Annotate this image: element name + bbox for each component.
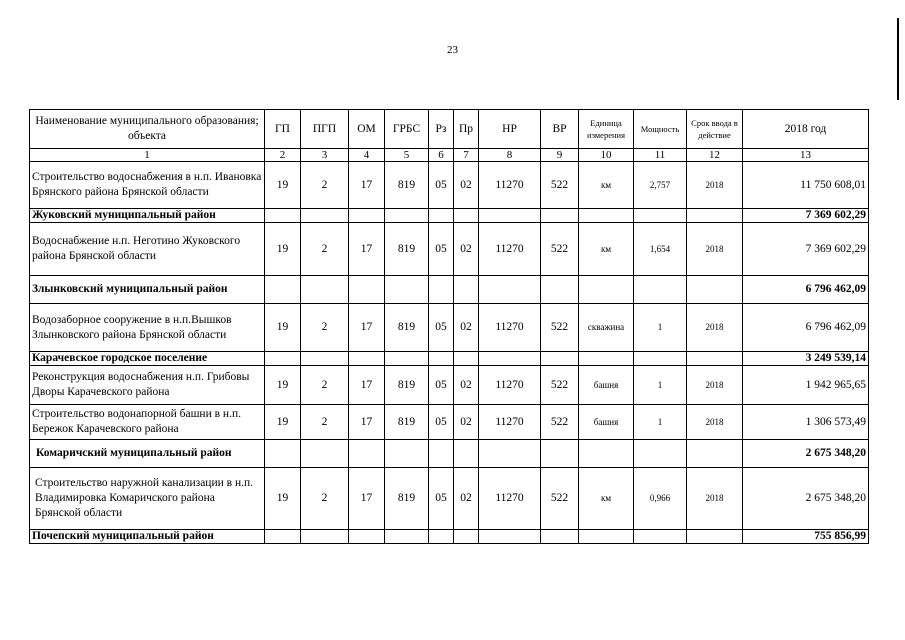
- empty-cell: [429, 352, 454, 366]
- empty-cell: [301, 276, 349, 304]
- header-nr: НР: [479, 110, 541, 149]
- cell-power: 1: [634, 405, 687, 440]
- empty-cell: [349, 209, 385, 223]
- empty-cell: [301, 209, 349, 223]
- district-amount: 2 675 348,20: [743, 440, 869, 468]
- district-name: Комаричский муниципальный район: [30, 440, 265, 468]
- cell-rz: 05: [429, 223, 454, 276]
- column-number: 4: [349, 149, 385, 162]
- cell-rz: 05: [429, 162, 454, 209]
- empty-cell: [634, 209, 687, 223]
- cell-amount: 1 942 965,65: [743, 366, 869, 405]
- cell-amount: 2 675 348,20: [743, 468, 869, 530]
- empty-cell: [349, 440, 385, 468]
- cell-unit: км: [579, 468, 634, 530]
- empty-cell: [541, 530, 579, 544]
- cell-vr: 522: [541, 223, 579, 276]
- empty-cell: [579, 276, 634, 304]
- cell-om: 17: [349, 223, 385, 276]
- cell-unit: башня: [579, 405, 634, 440]
- cell-om: 17: [349, 468, 385, 530]
- empty-cell: [385, 440, 429, 468]
- empty-cell: [479, 530, 541, 544]
- district-amount: 6 796 462,09: [743, 276, 869, 304]
- empty-cell: [634, 530, 687, 544]
- empty-cell: [301, 352, 349, 366]
- district-row: [30, 352, 869, 366]
- empty-cell: [454, 209, 479, 223]
- header-gp: ГП: [265, 110, 301, 149]
- empty-cell: [541, 352, 579, 366]
- header-om: ОМ: [349, 110, 385, 149]
- cell-term: 2018: [687, 468, 743, 530]
- empty-cell: [579, 209, 634, 223]
- empty-cell: [265, 440, 301, 468]
- empty-cell: [454, 276, 479, 304]
- empty-cell: [349, 276, 385, 304]
- project-row: [30, 366, 869, 405]
- project-name: Реконструкция водоснабжения н.п. Грибовы Дворы Карачевского района: [30, 366, 265, 405]
- cell-term: 2018: [687, 223, 743, 276]
- column-number-row: [30, 149, 869, 162]
- header-power: Мощность: [634, 110, 687, 149]
- project-row: [30, 468, 869, 530]
- cell-pgp: 2: [301, 223, 349, 276]
- header-name: Наименование муниципального образования; объекта: [30, 110, 265, 149]
- cell-pgp: 2: [301, 468, 349, 530]
- empty-cell: [385, 352, 429, 366]
- column-number: 7: [454, 149, 479, 162]
- empty-cell: [265, 209, 301, 223]
- cell-om: 17: [349, 366, 385, 405]
- district-name: Злынковский муниципальный район: [30, 276, 265, 304]
- cell-unit: км: [579, 223, 634, 276]
- cell-nr: 11270: [479, 366, 541, 405]
- header-rz: Рз: [429, 110, 454, 149]
- empty-cell: [687, 209, 743, 223]
- empty-cell: [349, 530, 385, 544]
- empty-cell: [579, 352, 634, 366]
- column-number: 8: [479, 149, 541, 162]
- empty-cell: [479, 276, 541, 304]
- district-amount: 7 369 602,29: [743, 209, 869, 223]
- district-amount: 3 249 539,14: [743, 352, 869, 366]
- column-number: 10: [579, 149, 634, 162]
- margin-rule: [897, 18, 899, 100]
- cell-pgp: 2: [301, 405, 349, 440]
- cell-rz: 05: [429, 468, 454, 530]
- cell-rz: 05: [429, 366, 454, 405]
- empty-cell: [479, 352, 541, 366]
- column-number: 9: [541, 149, 579, 162]
- cell-grbs: 819: [385, 366, 429, 405]
- empty-cell: [634, 276, 687, 304]
- district-row: [30, 209, 869, 223]
- cell-amount: 6 796 462,09: [743, 304, 869, 352]
- header-pgp: ПГП: [301, 110, 349, 149]
- cell-power: 1,654: [634, 223, 687, 276]
- page-number: 23: [447, 44, 458, 56]
- empty-cell: [385, 530, 429, 544]
- empty-cell: [265, 276, 301, 304]
- cell-unit: скважина: [579, 304, 634, 352]
- empty-cell: [429, 276, 454, 304]
- project-name: Строительство наружной канализации в н.п. Владимировка Комаричского района Брянской области: [30, 468, 265, 530]
- project-name: Строительство водонапорной башни в н.п. Бережок Карачевского района: [30, 405, 265, 440]
- header-grbs: ГРБС: [385, 110, 429, 149]
- column-number: 3: [301, 149, 349, 162]
- empty-cell: [429, 440, 454, 468]
- empty-cell: [349, 352, 385, 366]
- cell-om: 17: [349, 162, 385, 209]
- empty-cell: [265, 352, 301, 366]
- project-row: [30, 162, 869, 209]
- column-number: 13: [743, 149, 869, 162]
- empty-cell: [301, 440, 349, 468]
- empty-cell: [541, 209, 579, 223]
- district-row: [30, 440, 869, 468]
- empty-cell: [385, 209, 429, 223]
- project-row: [30, 304, 869, 352]
- empty-cell: [429, 209, 454, 223]
- cell-amount: 11 750 608,01: [743, 162, 869, 209]
- district-amount: 755 856,99: [743, 530, 869, 544]
- cell-rz: 05: [429, 304, 454, 352]
- cell-power: 0,966: [634, 468, 687, 530]
- cell-amount: 1 306 573,49: [743, 405, 869, 440]
- header-year: 2018 год: [743, 110, 869, 149]
- empty-cell: [687, 276, 743, 304]
- cell-pr: 02: [454, 304, 479, 352]
- project-row: [30, 405, 869, 440]
- empty-cell: [634, 440, 687, 468]
- district-row: [30, 530, 869, 544]
- cell-vr: 522: [541, 405, 579, 440]
- cell-unit: башня: [579, 366, 634, 405]
- cell-vr: 522: [541, 468, 579, 530]
- empty-cell: [385, 276, 429, 304]
- cell-term: 2018: [687, 162, 743, 209]
- cell-gp: 19: [265, 405, 301, 440]
- empty-cell: [265, 530, 301, 544]
- cell-nr: 11270: [479, 468, 541, 530]
- cell-grbs: 819: [385, 468, 429, 530]
- cell-vr: 522: [541, 162, 579, 209]
- cell-om: 17: [349, 304, 385, 352]
- cell-amount: 7 369 602,29: [743, 223, 869, 276]
- empty-cell: [687, 530, 743, 544]
- cell-rz: 05: [429, 405, 454, 440]
- empty-cell: [634, 352, 687, 366]
- header-pr: Пр: [454, 110, 479, 149]
- table-header-row: [30, 110, 869, 149]
- cell-grbs: 819: [385, 405, 429, 440]
- cell-pr: 02: [454, 405, 479, 440]
- empty-cell: [301, 530, 349, 544]
- header-unit: Единица измерения: [579, 110, 634, 149]
- cell-nr: 11270: [479, 304, 541, 352]
- header-vr: ВР: [541, 110, 579, 149]
- header-term: Срок ввода в действие: [687, 110, 743, 149]
- cell-gp: 19: [265, 223, 301, 276]
- empty-cell: [541, 440, 579, 468]
- empty-cell: [579, 530, 634, 544]
- cell-grbs: 819: [385, 304, 429, 352]
- empty-cell: [454, 440, 479, 468]
- district-name: Карачевское городское поселение: [30, 352, 265, 366]
- empty-cell: [687, 352, 743, 366]
- cell-pgp: 2: [301, 162, 349, 209]
- cell-gp: 19: [265, 468, 301, 530]
- column-number: 5: [385, 149, 429, 162]
- cell-vr: 522: [541, 304, 579, 352]
- column-number: 11: [634, 149, 687, 162]
- cell-power: 1: [634, 304, 687, 352]
- column-number: 2: [265, 149, 301, 162]
- cell-grbs: 819: [385, 162, 429, 209]
- cell-power: 2,757: [634, 162, 687, 209]
- project-name: Водоснабжение н.п. Неготино Жуковского района Брянской области: [30, 223, 265, 276]
- empty-cell: [541, 276, 579, 304]
- column-number: 1: [30, 149, 265, 162]
- budget-table: [29, 109, 869, 544]
- empty-cell: [479, 209, 541, 223]
- cell-term: 2018: [687, 366, 743, 405]
- empty-cell: [479, 440, 541, 468]
- empty-cell: [429, 530, 454, 544]
- cell-nr: 11270: [479, 162, 541, 209]
- project-name: Строительство водоснабжения в н.п. Ивановка Брянского района Брянской области: [30, 162, 265, 209]
- cell-power: 1: [634, 366, 687, 405]
- cell-pgp: 2: [301, 366, 349, 405]
- cell-grbs: 819: [385, 223, 429, 276]
- cell-unit: км: [579, 162, 634, 209]
- cell-gp: 19: [265, 304, 301, 352]
- cell-pr: 02: [454, 468, 479, 530]
- cell-gp: 19: [265, 162, 301, 209]
- empty-cell: [454, 530, 479, 544]
- cell-om: 17: [349, 405, 385, 440]
- cell-term: 2018: [687, 304, 743, 352]
- project-name: Водозаборное сооружение в н.п.Вышков Злынковского района Брянской области: [30, 304, 265, 352]
- district-name: Жуковский муниципальный район: [30, 209, 265, 223]
- column-number: 12: [687, 149, 743, 162]
- column-number: 6: [429, 149, 454, 162]
- cell-nr: 11270: [479, 405, 541, 440]
- district-row: [30, 276, 869, 304]
- cell-pr: 02: [454, 162, 479, 209]
- empty-cell: [454, 352, 479, 366]
- cell-gp: 19: [265, 366, 301, 405]
- empty-cell: [687, 440, 743, 468]
- cell-pr: 02: [454, 223, 479, 276]
- cell-vr: 522: [541, 366, 579, 405]
- empty-cell: [579, 440, 634, 468]
- project-row: [30, 223, 869, 276]
- cell-term: 2018: [687, 405, 743, 440]
- district-name: Почепский муниципальный район: [30, 530, 265, 544]
- cell-nr: 11270: [479, 223, 541, 276]
- cell-pr: 02: [454, 366, 479, 405]
- cell-pgp: 2: [301, 304, 349, 352]
